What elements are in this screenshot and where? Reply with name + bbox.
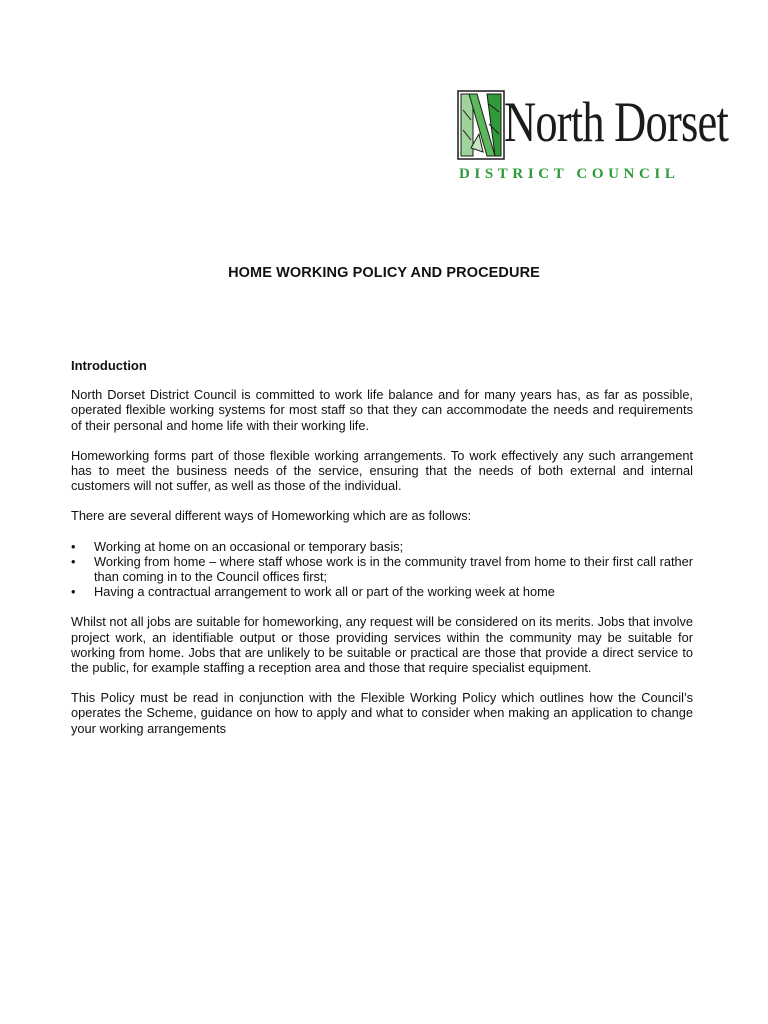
paragraph: Whilst not all jobs are suitable for homeworking, any request will be considered on its merits. Jobs that involve project work, an identifiable output or those providing services within the community may be suitable for working from home. Jobs that are unlikely to be suitable or practical are those that provide a direct service to the public, for example staffing a reception area and those that require specialist equipment. <box>71 614 693 676</box>
logo-n-emblem-icon <box>457 90 505 160</box>
paragraph: Homeworking forms part of those flexible working arrangements. To work effectively any such arrangement has to meet the business needs of the service, ensuring that the needs of both external and internal customers will not suffer, as well as those of the individual. <box>71 447 693 494</box>
council-logo <box>457 88 729 194</box>
bullet-list <box>71 539 693 600</box>
list-item <box>71 554 693 584</box>
bullet-icon: • <box>71 538 76 554</box>
list-item <box>71 539 693 554</box>
list-item-text: Having a contractual arrangement to work all or part of the working week at home <box>94 584 555 600</box>
logo-subtitle: DISTRICT COUNCIL <box>459 166 680 182</box>
paragraph: There are several different ways of Homeworking which are as follows: <box>71 508 472 524</box>
logo-name: North Dorset <box>504 91 729 154</box>
document-body <box>71 358 693 751</box>
bullet-icon: • <box>71 584 76 600</box>
list-item-text: Working at home on an occasional or temporary basis; <box>94 538 404 554</box>
page-title: HOME WORKING POLICY AND PROCEDURE <box>228 265 540 281</box>
list-item <box>71 584 693 599</box>
list-item-text: Working from home – where staff whose work is in the community travel from home to their first call rather than coming in to the Council offices first; <box>94 553 693 585</box>
paragraph: North Dorset District Council is committed to work life balance and for many years has, as far as possible, operated flexible working systems for most staff so that they can accommodate the needs and requirements of their personal and home life with their working life. <box>71 387 693 433</box>
paragraph: This Policy must be read in conjunction with the Flexible Working Policy which outlines how the Council’s operates the Scheme, guidance on how to apply and what to consider when making an application to change your working arrangements <box>71 690 693 736</box>
bullet-icon: • <box>71 553 76 569</box>
section-heading: Introduction <box>71 358 147 373</box>
